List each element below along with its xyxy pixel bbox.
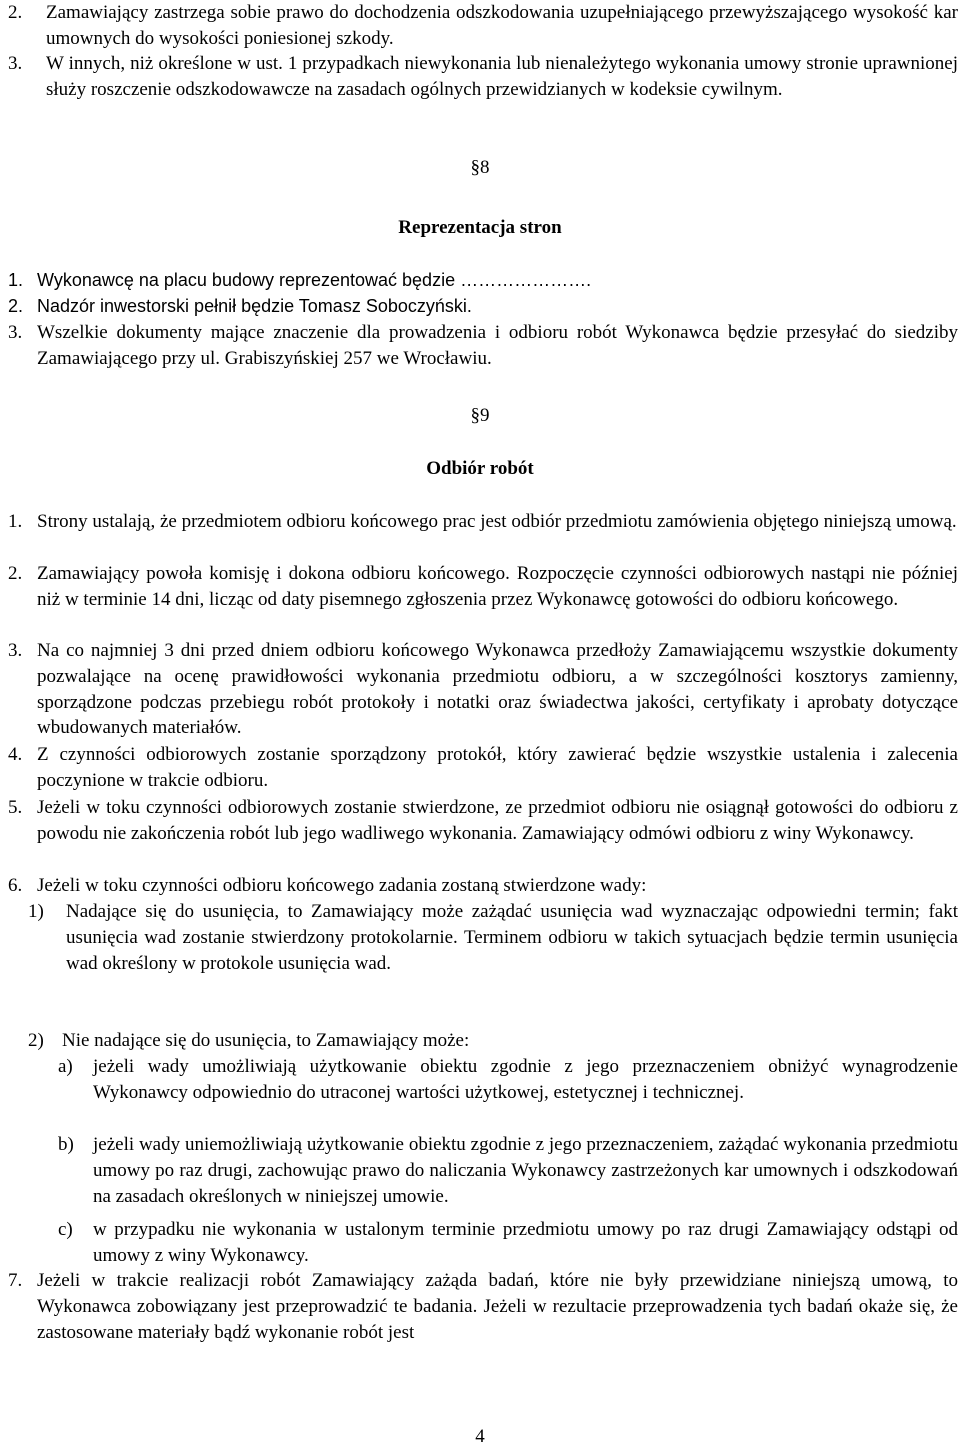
s9-item-5 bbox=[0, 795, 960, 847]
item-number: 1. bbox=[8, 511, 23, 532]
item-text: Zamawiający powoła komisję i dokona odbioru końcowego. Rozpoczęcie czynności odbiorowych nastąpi nie później niż w terminie 14 dni, licząc od daty pisemnego zgłoszenia przez Wykonawcę gotowości do odbioru końcowego. bbox=[37, 563, 958, 610]
s9-item-6-2-b bbox=[0, 1132, 960, 1209]
s9-item-6-2-c bbox=[0, 1217, 960, 1269]
item-number: 3. bbox=[8, 640, 23, 661]
s9-item-4 bbox=[0, 742, 960, 794]
s8-item-2 bbox=[0, 294, 960, 320]
s9-item-7 bbox=[0, 1268, 960, 1345]
item-number: 1. bbox=[8, 270, 24, 290]
s9-item-6-sub-1 bbox=[0, 899, 960, 976]
s9-item-6 bbox=[0, 873, 960, 899]
s9-item-3 bbox=[0, 638, 960, 741]
item-text: Jeżeli w trakcie realizacji robót Zamawiający zażąda badań, które nie były przewidziane niniejszą umową, to Wykonawca zobowiązany jest przeprowadzić te badania. Jeżeli w rezultacie przeprowadzenia tych badań okaże się, że zastosowane materiały bądź wykonanie robót jest bbox=[37, 1270, 958, 1343]
s9-item-6-2-a bbox=[0, 1054, 960, 1106]
item-number: 5. bbox=[8, 797, 23, 818]
paragraph-3 bbox=[0, 51, 960, 103]
item-number: 4. bbox=[8, 744, 23, 765]
section-8-title: Reprezentacja stron bbox=[398, 217, 562, 238]
section-9-symbol: §9 bbox=[470, 405, 490, 426]
letter-item-text: jeżeli wady uniemożliwiają użytkowanie obiektu zgodnie z jego przeznaczeniem, zażądać wykonania przedmiotu umowy po raz drugi, zachowując prawo do naliczania Wykonawcy zastrzeżonych kar umownych i odszkodowań na zasadach określonych w niniejszej umowie. bbox=[93, 1134, 958, 1207]
letter-item: b) bbox=[58, 1134, 74, 1155]
item-text: Wykonawcę na placu budowy reprezentować będzie …………………. bbox=[37, 270, 592, 290]
sub-item-text: Nie nadające się do usunięcia, to Zamawiający może: bbox=[62, 1030, 470, 1051]
s9-item-1 bbox=[0, 509, 960, 535]
item-number: 7. bbox=[8, 1270, 23, 1291]
item-text: W innych, niż określone w ust. 1 przypadkach niewykonania lub nienależytego wykonania umowy stronie uprawnionej służy roszczenie odszkodowawcze na zasadach ogólnych przewidzianych w kodeksie cywilnym. bbox=[46, 53, 958, 100]
s8-item-3 bbox=[0, 320, 960, 372]
s9-item-2 bbox=[0, 561, 960, 613]
item-number: 6. bbox=[8, 875, 23, 896]
page-number: 4 bbox=[475, 1426, 485, 1447]
sub-item-number: 1) bbox=[28, 901, 44, 922]
letter-item-text: w przypadku nie wykonania w ustalonym terminie przedmiotu umowy po raz drugi Zamawiający odstąpi od umowy z winy Wykonawcy. bbox=[93, 1219, 958, 1266]
item-number: 3. bbox=[8, 322, 23, 343]
item-text: Jeżeli w toku czynności odbiorowych zostanie stwierdzone, ze przedmiot odbioru nie osiągnął gotowości do odbioru z powodu nie zakończenia robót lub jego wadliwego wykonania. Zamawiający odmówi odbioru z winy Wykonawcy. bbox=[37, 797, 958, 844]
sub-item-number: 2) bbox=[28, 1030, 44, 1051]
sub-item-text: Nadające się do usunięcia, to Zamawiający może zażądać usunięcia wad wyznaczając odpowiedni termin; fakt usunięcia wad zostanie stwierdzony protokolarnie. Terminem odbioru w takich sytuacjach będzie termin usunięcia wad określony w protokole usunięcia wad. bbox=[66, 901, 958, 974]
item-text: Strony ustalają, że przedmiotem odbioru końcowego prac jest odbiór przedmiotu zamówienia objętego niniejszą umową. bbox=[37, 511, 957, 532]
item-text: Wszelkie dokumenty mające znaczenie dla prowadzenia i odbioru robót Wykonawca będzie przesyłać do siedziby Zamawiającego przy ul. Grabiszyńskiej 257 we Wrocławiu. bbox=[37, 322, 958, 369]
s8-item-1 bbox=[0, 268, 960, 294]
letter-item: c) bbox=[58, 1219, 73, 1240]
item-text: Nadzór inwestorski pełnił będzie Tomasz Soboczyński. bbox=[37, 296, 472, 316]
s9-item-6-sub-2 bbox=[0, 1028, 960, 1054]
paragraph-2 bbox=[0, 0, 960, 52]
item-number: 2. bbox=[8, 563, 23, 584]
item-number: 3. bbox=[8, 53, 23, 74]
section-9-title: Odbiór robót bbox=[426, 458, 534, 479]
section-8-symbol: §8 bbox=[470, 157, 490, 178]
letter-item-text: jeżeli wady umożliwiają użytkowanie obiektu zgodnie z jego przeznaczeniem obniżyć wynagrodzenie Wykonawcy odpowiednio do utraconej wartości użytkowej, estetycznej i technicznej. bbox=[93, 1056, 958, 1103]
item-text: Z czynności odbiorowych zostanie sporządzony protokół, który zawierać będzie wszystkie ustalenia i zalecenia poczynione w trakcie odbioru. bbox=[37, 744, 958, 791]
item-text: Na co najmniej 3 dni przed dniem odbioru końcowego Wykonawca przedłoży Zamawiającemu wszystkie dokumenty pozwalające na ocenę prawidłowości wykonania przedmiotu odbioru, a w szczególności kosztorys zamienny, sporządzone podczas przebiegu robót protokoły i notatki oraz świadectwa jakości, certyfikaty i aprobaty dotyczące wbudowanych materiałów. bbox=[37, 640, 958, 739]
item-text: Zamawiający zastrzega sobie prawo do dochodzenia odszkodowania uzupełniającego przewyższającego wysokość kar umownych do wysokości poniesionej szkody. bbox=[46, 2, 958, 49]
item-number: 2. bbox=[8, 296, 24, 316]
item-text: Jeżeli w toku czynności odbioru końcowego zadania zostaną stwierdzone wady: bbox=[37, 875, 647, 896]
letter-item: a) bbox=[58, 1056, 73, 1077]
item-number: 2. bbox=[8, 2, 23, 23]
